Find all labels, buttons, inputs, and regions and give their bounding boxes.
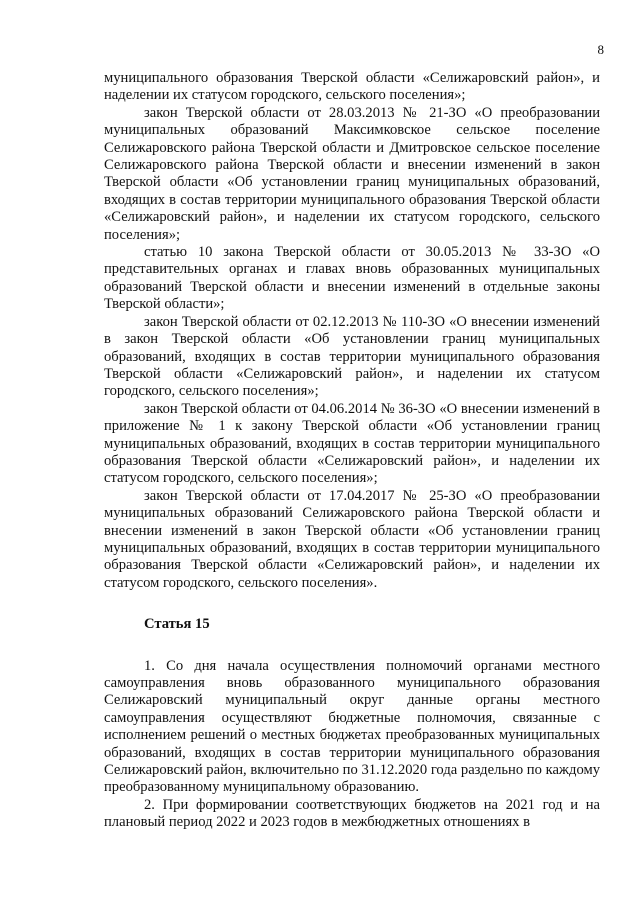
article-heading: Статья 15 <box>144 616 210 633</box>
paragraph: статью 10 закона Тверской области от 30.05.2013 № 33-ЗО «О представительных органах и главах вновь образованных муниципальных образований Тверской области и внесении изменений в отдельные законы Тверской области»; <box>104 244 600 313</box>
paragraph: 2. При формировании соответствующих бюджетов на 2021 год и на плановый период 2022 и 2023 годов в межбюджетных отношениях в <box>104 796 600 831</box>
paragraph: закон Тверской области от 17.04.2017 № 25-ЗО «О преобразовании муниципальных образований Селижаровского района Тверской области и внесении изменений в закон Тверской области «Об установлении границ муниципальных образований, входящих в состав территории муниципального образования Тверской области «Селижаровский район», и наделении их статусом городского, сельского поселения». <box>104 487 600 591</box>
paragraph: 1. Со дня начала осуществления полномочий органами местного самоуправления вновь образованного муниципального образования Селижаровский муниципальный округ данные органы местного самоуправления осуществляют бюджетные полномочия, связанные с исполнением решений о местных бюджетах преобразованных муниципальных образований, входящих в состав территории муниципального образования Селижаровский район, включительно по 31.12.2020 года раздельно по каждому преобразованному муниципальному образованию. <box>104 657 600 796</box>
page-number: 8 <box>597 42 604 57</box>
paragraph: закон Тверской области от 28.03.2013 № 21-ЗО «О преобразовании муниципальных образований Максимковское сельское поселение Селижаровского района Тверской области и Дмитровское сельское поселение Селижаровского района Тверской области и внесении изменений в закон Тверской области «Об установлении границ муниципальных образований, входящих в состав территории муниципального образования Тверской области «Селижаровский район», и наделении их статусом городского, сельского поселения»; <box>104 104 600 243</box>
paragraph: муниципального образования Тверской области «Селижаровский район», и наделении их статусом городского, сельского поселения»; <box>104 70 600 104</box>
paragraph: закон Тверской области от 02.12.2013 № 110-ЗО «О внесении изменений в закон Тверской области «Об установлении границ муниципальных образований, входящих в состав территории муниципального образования Тверской области «Селижаровский район», и наделении их статусом городского, сельского поселения»; <box>104 313 600 400</box>
paragraph: закон Тверской области от 04.06.2014 № 36-ЗО «О внесении изменений в приложение № 1 к закону Тверской области «Об установлении границ муниципальных образований, входящих в состав территории муниципального образования Тверской области «Селижаровский район», и наделении их статусом городского, сельского поселения»; <box>104 400 600 487</box>
document-body <box>104 70 600 832</box>
